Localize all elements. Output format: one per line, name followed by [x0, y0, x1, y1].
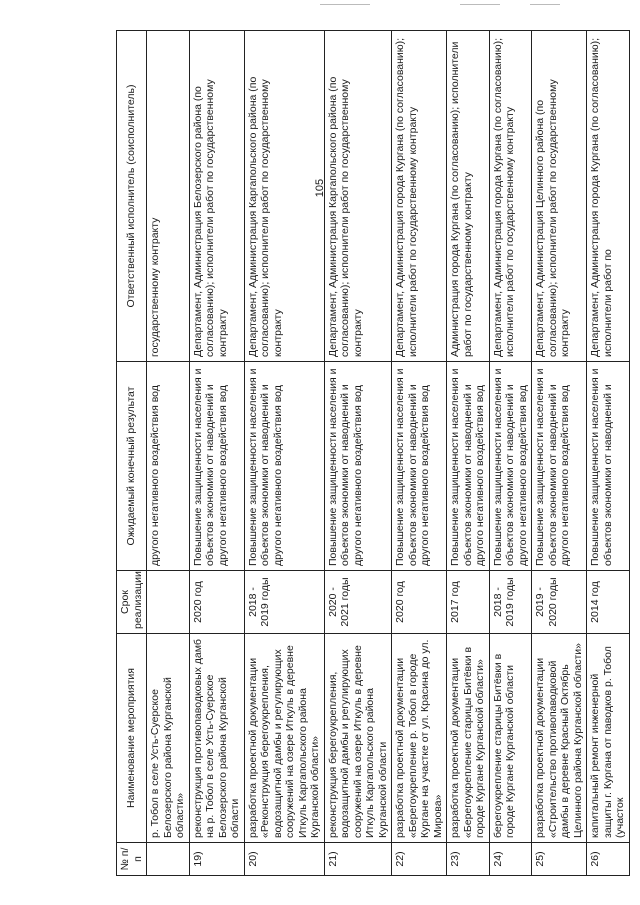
- row-num: 20): [244, 843, 324, 876]
- measures-table: [116, 30, 630, 876]
- row-name: реконструкция берегоукрепления, водозащитной дамбы и регулирующих сооружений на озере Иткуль в деревне Иткуль Каргапольского района Курганской области: [324, 634, 392, 843]
- table-row: [324, 31, 392, 876]
- header-executor: Ответственный исполнитель (соисполнитель): [117, 31, 147, 362]
- row-executor: Администрация города Кургана (по согласованию); исполнители работ по государственному контракту: [447, 31, 490, 362]
- row-num: [147, 843, 190, 876]
- row-result: Повышение защищенности населения и объектов экономики от наводнений и другого негативного воздействия вод: [392, 362, 447, 571]
- row-num: 23): [447, 843, 490, 876]
- rotated-table-wrapper: [116, 37, 626, 876]
- row-term: 2020 - 2021 годы: [324, 571, 392, 634]
- table-row: [189, 31, 244, 876]
- row-name: разработка проектной документации «Берегоукрепление р. Тобол в городе Кургане на участке от ул. Красина до ул. Мирова»: [392, 634, 447, 843]
- row-result: Повышение защищенности населения и объектов экономики от наводнений и другого негативного воздействия вод: [324, 362, 392, 571]
- row-term: 2020 год: [392, 571, 447, 634]
- row-result: Повышение защищенности населения и объектов экономики от наводнений и другого негативного воздействия вод: [244, 362, 324, 571]
- row-name: разработка проектной документации «Реконструкция берегоукрепления, водозащитной дамбы и регулирующих сооружений на озере Иткуль в деревне Иткуль Каргапольского района Курганской области»: [244, 634, 324, 843]
- header-name: Наименование мероприятия: [117, 634, 147, 843]
- row-name: разработка проектной документации «Берегоукрепление старицы Битёвки в городе Кургане Курганской области»: [447, 634, 490, 843]
- row-num: 21): [324, 843, 392, 876]
- header-result: Ожидаемый конечный результат: [117, 362, 147, 571]
- table-row: [392, 31, 447, 876]
- row-result: другого негативного воздействия вод: [147, 362, 190, 571]
- row-term: 2014 год: [587, 571, 630, 634]
- row-name: капитальный ремонт инженерной защиты г. Кургана от паводков р. Тобол (участок: [587, 634, 630, 843]
- row-executor: Департамент, Администрация Белозерского района (по согласованию); исполнители работ по государственному контракту: [189, 31, 244, 362]
- row-name: реконструкция противопаводковых дамб на р. Тобол в селе Усть-Суерское Белозерского района Курганской области: [189, 634, 244, 843]
- row-num: 25): [532, 843, 587, 876]
- table-row: [532, 31, 587, 876]
- row-result: Повышение защищенности населения и объектов экономики от наводнений и другого негативного воздействия вод: [447, 362, 490, 571]
- page-number: 105: [314, 178, 326, 198]
- row-result: Повышение защищенности населения и объектов экономики от наводнений и другого негативного воздействия вод: [489, 362, 532, 571]
- header-num: № п/п: [117, 843, 147, 876]
- row-executor: Департамент, Администрация города Кургана (по согласованию); исполнители работ по государственному контракту: [392, 31, 447, 362]
- row-executor: Департамент, Администрация Каргапольского района (по согласованию); исполнители работ по государственному контракту: [324, 31, 392, 362]
- row-term: 2018 - 2019 годы: [244, 571, 324, 634]
- row-num: 22): [392, 843, 447, 876]
- table-row: [587, 31, 630, 876]
- row-executor: Департамент, Администрация Целинного района (по согласованию); исполнители работ по государственному контракту: [532, 31, 587, 362]
- row-name: берегоукрепление старицы Битёвки в городе Кургане Курганской области: [489, 634, 532, 843]
- table-row: [489, 31, 532, 876]
- table-row: [147, 31, 190, 876]
- header-term: Срок реализации: [117, 571, 147, 634]
- row-result: Повышение защищенности населения и объектов экономики от наводнений и другого негативного воздействия вод: [532, 362, 587, 571]
- row-name: р. Тобол в селе Усть-Суерское Белозерского района Курганской области»: [147, 634, 190, 843]
- row-term: 2019 - 2020 годы: [532, 571, 587, 634]
- row-term: 2017 год: [447, 571, 490, 634]
- row-result: Повышение защищенности населения и объектов экономики от наводнений и другого негативного воздействия вод: [189, 362, 244, 571]
- table-row: [447, 31, 490, 876]
- row-num: 24): [489, 843, 532, 876]
- table-header-row: [117, 31, 147, 876]
- header-marks: [300, 2, 600, 8]
- row-num: 19): [189, 843, 244, 876]
- row-term: [147, 571, 190, 634]
- table-row: [244, 31, 324, 876]
- row-num: 26): [587, 843, 630, 876]
- row-executor: государственному контракту: [147, 31, 190, 362]
- row-name: разработка проектной документации «Строительство противопаводковой дамбы в деревне Красный Октябрь Целинного района Курганской области»: [532, 634, 587, 843]
- row-executor: Департамент, Администрация Каргапольского района (по согласованию); исполнители работ по государственному контракту: [244, 31, 324, 362]
- row-term: 2020 год: [189, 571, 244, 634]
- row-executor: Департамент, Администрация города Кургана (по согласованию); исполнители работ по государственному контракту: [489, 31, 532, 362]
- row-executor: Департамент, Администрация города Кургана (по согласованию); исполнители работ по: [587, 31, 630, 362]
- row-result: Повышение защищенности населения и объектов экономики от наводнений и: [587, 362, 630, 571]
- row-term: 2018 - 2019 годы: [489, 571, 532, 634]
